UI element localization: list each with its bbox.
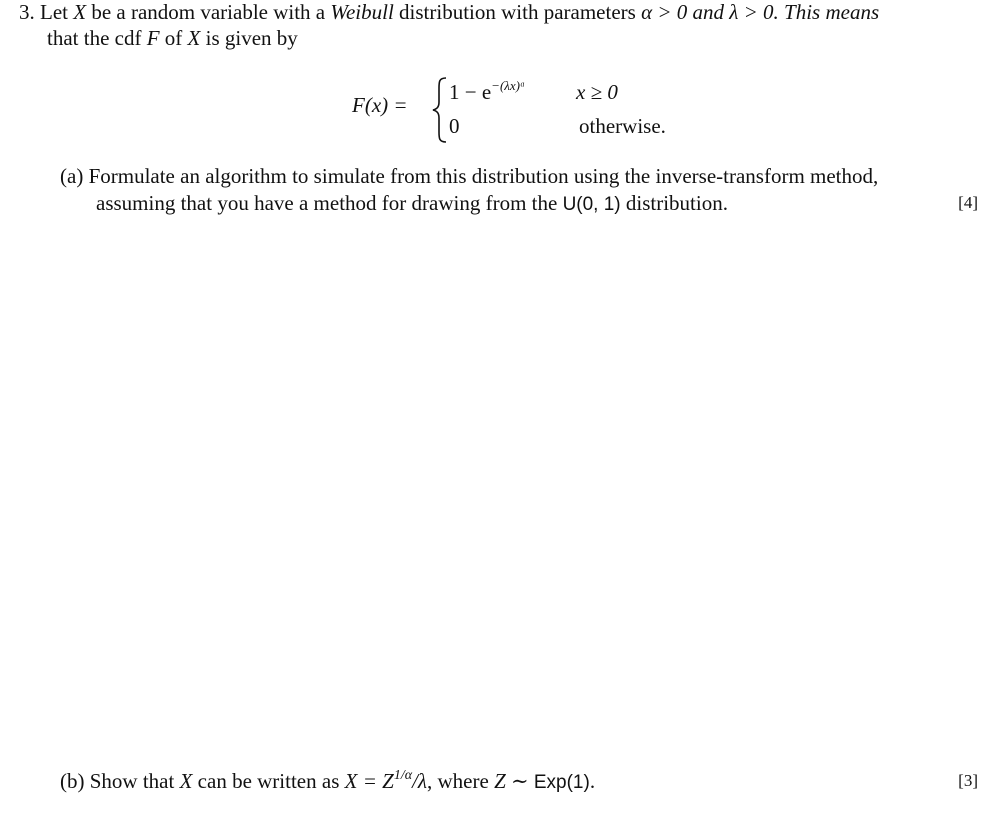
part-b-label: (b) <box>60 769 85 793</box>
case-1-exponent: −(λx)ᵅ <box>491 78 526 93</box>
equation-lhs: X = Z <box>344 769 394 793</box>
variable-x: X <box>179 769 193 793</box>
question-number: 3. <box>19 0 35 24</box>
part-a-line-1: (a) Formulate an algorithm to simulate from this distribution using the inverse-transform method, <box>60 164 879 188</box>
case-2-condition: otherwise. <box>579 114 666 138</box>
uniform-distribution: U(0, 1) <box>562 194 621 215</box>
equation-exponent: 1/α <box>393 768 413 783</box>
part-b-line: (b) Show that X can be written as $X = Z^{1/\alpha}/\lambda$, where Z ∼ Exp(1). <box>60 768 596 793</box>
part-b-marks: [3] <box>958 771 978 790</box>
distribution-name: Weibull <box>330 0 394 24</box>
left-brace-icon <box>430 76 450 144</box>
formula-lhs: F(x) = <box>352 93 408 117</box>
part-a-marks: [4] <box>958 193 978 212</box>
case-2-value: 0 <box>449 114 460 138</box>
variable-f: F <box>146 26 160 50</box>
equation-rhs: /λ <box>412 769 427 793</box>
variable-x: X <box>187 26 201 50</box>
question-intro-line-1: 3. Let X be a random variable with a Weibull distribution with parameters α > 0 and λ > 0. This means <box>19 0 880 24</box>
variable-x: X <box>73 0 87 24</box>
parameter-conditions: α > 0 and λ > 0. This means <box>641 0 880 24</box>
part-a-line-2: assuming that you have a method for drawing from the U(0, 1) distribution. <box>96 191 728 215</box>
exponential-distribution: Exp(1) <box>533 772 590 793</box>
question-intro-line-2: that the cdf F of X is given by <box>47 26 298 50</box>
part-a-label: (a) <box>60 164 84 188</box>
case-1-condition: x ≥ 0 <box>576 80 618 104</box>
case-1-value: $1 - e^{-(\lambda x)ᵅ}$ <box>449 78 526 104</box>
variable-z: Z <box>494 769 506 793</box>
